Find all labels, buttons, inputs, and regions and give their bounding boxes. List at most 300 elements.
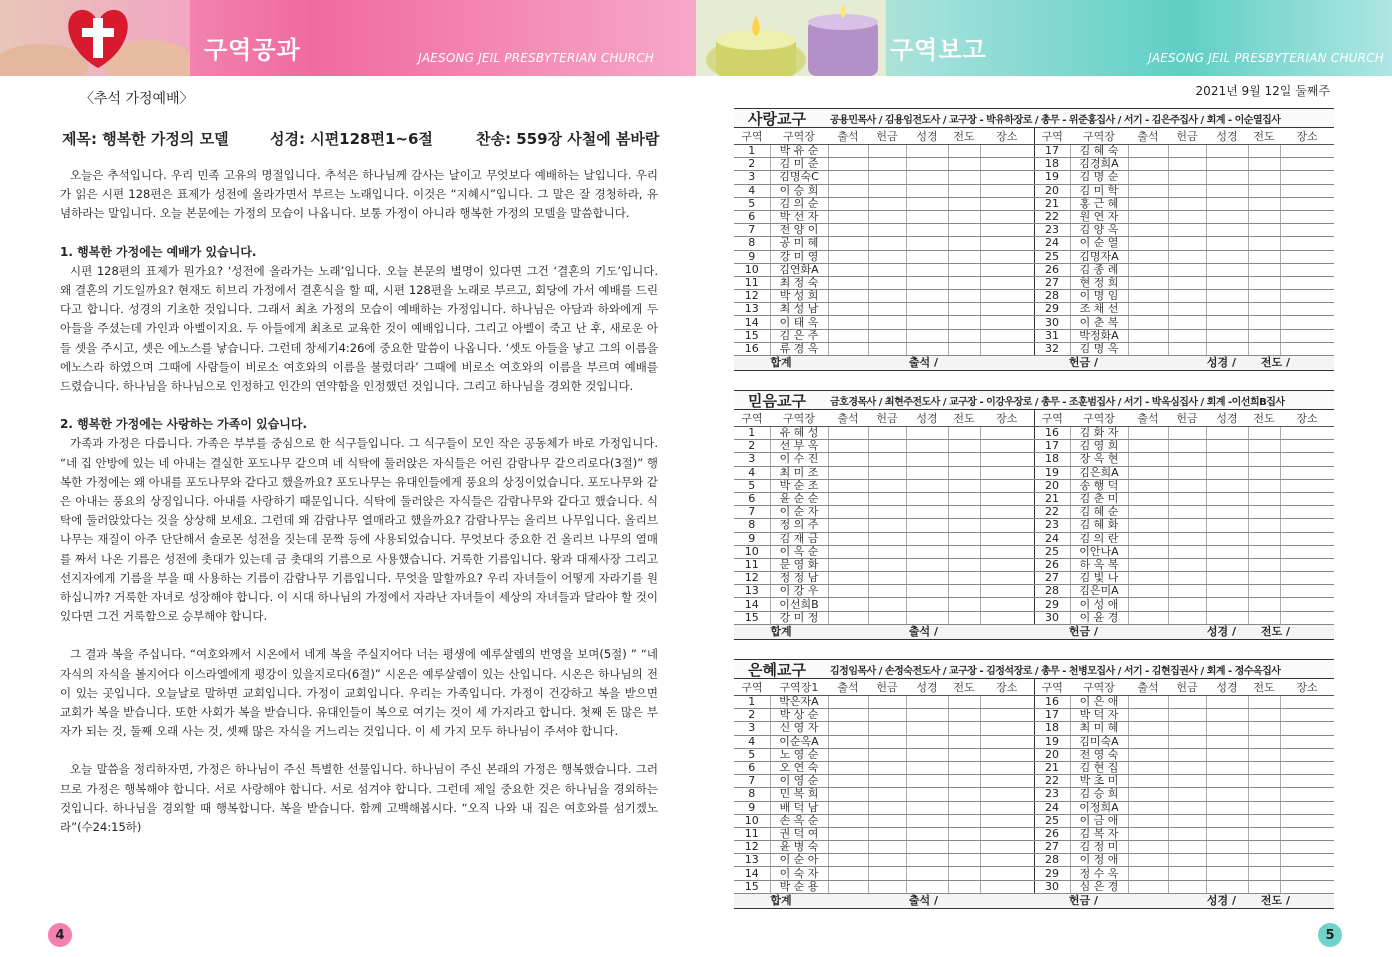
entry-cell[interactable] xyxy=(1168,427,1206,440)
entry-cell[interactable] xyxy=(948,775,980,788)
entry-cell[interactable] xyxy=(906,788,948,801)
entry-cell[interactable] xyxy=(828,709,868,722)
entry-cell[interactable] xyxy=(948,788,980,801)
entry-cell[interactable] xyxy=(906,558,948,571)
entry-cell[interactable] xyxy=(1280,880,1334,893)
entry-cell[interactable] xyxy=(828,479,868,492)
entry-cell[interactable] xyxy=(980,440,1034,453)
entry-cell[interactable] xyxy=(1168,532,1206,545)
entry-cell[interactable] xyxy=(828,303,868,316)
entry-cell[interactable] xyxy=(1248,224,1280,237)
entry-cell[interactable] xyxy=(1206,210,1248,223)
entry-cell[interactable] xyxy=(828,290,868,303)
entry-cell[interactable] xyxy=(1168,224,1206,237)
entry-cell[interactable] xyxy=(1280,197,1334,210)
entry-cell[interactable] xyxy=(868,854,906,867)
entry-cell[interactable] xyxy=(1280,224,1334,237)
entry-cell[interactable] xyxy=(1206,342,1248,355)
entry-cell[interactable] xyxy=(868,880,906,893)
entry-cell[interactable] xyxy=(1248,329,1280,342)
entry-cell[interactable] xyxy=(1168,841,1206,854)
entry-cell[interactable] xyxy=(1280,210,1334,223)
entry-cell[interactable] xyxy=(828,158,868,171)
entry-cell[interactable] xyxy=(1248,735,1280,748)
entry-cell[interactable] xyxy=(948,466,980,479)
entry-cell[interactable] xyxy=(1128,492,1168,505)
entry-cell[interactable] xyxy=(1168,210,1206,223)
entry-cell[interactable] xyxy=(948,329,980,342)
entry-cell[interactable] xyxy=(906,427,948,440)
entry-cell[interactable] xyxy=(1280,735,1334,748)
entry-cell[interactable] xyxy=(1206,585,1248,598)
entry-cell[interactable] xyxy=(906,722,948,735)
entry-cell[interactable] xyxy=(868,506,906,519)
entry-cell[interactable] xyxy=(828,854,868,867)
entry-cell[interactable] xyxy=(1206,197,1248,210)
entry-cell[interactable] xyxy=(906,197,948,210)
entry-cell[interactable] xyxy=(906,827,948,840)
entry-cell[interactable] xyxy=(828,761,868,774)
entry-cell[interactable] xyxy=(868,722,906,735)
entry-cell[interactable] xyxy=(948,558,980,571)
entry-cell[interactable] xyxy=(1248,453,1280,466)
entry-cell[interactable] xyxy=(1128,814,1168,827)
entry-cell[interactable] xyxy=(1280,158,1334,171)
entry-cell[interactable] xyxy=(1168,237,1206,250)
entry-cell[interactable] xyxy=(1280,854,1334,867)
entry-cell[interactable] xyxy=(1128,611,1168,624)
entry-cell[interactable] xyxy=(1128,453,1168,466)
entry-cell[interactable] xyxy=(1248,303,1280,316)
entry-cell[interactable] xyxy=(828,880,868,893)
entry-cell[interactable] xyxy=(1128,558,1168,571)
entry-cell[interactable] xyxy=(1128,532,1168,545)
entry-cell[interactable] xyxy=(868,427,906,440)
entry-cell[interactable] xyxy=(1280,263,1334,276)
entry-cell[interactable] xyxy=(906,880,948,893)
entry-cell[interactable] xyxy=(1206,427,1248,440)
entry-cell[interactable] xyxy=(828,427,868,440)
entry-cell[interactable] xyxy=(1248,342,1280,355)
entry-cell[interactable] xyxy=(1168,854,1206,867)
entry-cell[interactable] xyxy=(906,775,948,788)
entry-cell[interactable] xyxy=(980,303,1034,316)
entry-cell[interactable] xyxy=(868,696,906,709)
entry-cell[interactable] xyxy=(948,263,980,276)
entry-cell[interactable] xyxy=(1248,598,1280,611)
entry-cell[interactable] xyxy=(906,171,948,184)
entry-cell[interactable] xyxy=(948,210,980,223)
entry-cell[interactable] xyxy=(868,748,906,761)
entry-cell[interactable] xyxy=(948,585,980,598)
entry-cell[interactable] xyxy=(980,761,1034,774)
entry-cell[interactable] xyxy=(980,158,1034,171)
entry-cell[interactable] xyxy=(1280,237,1334,250)
entry-cell[interactable] xyxy=(906,237,948,250)
entry-cell[interactable] xyxy=(1280,696,1334,709)
entry-cell[interactable] xyxy=(980,506,1034,519)
entry-cell[interactable] xyxy=(1206,316,1248,329)
entry-cell[interactable] xyxy=(1128,276,1168,289)
entry-cell[interactable] xyxy=(1280,492,1334,505)
entry-cell[interactable] xyxy=(906,801,948,814)
entry-cell[interactable] xyxy=(1206,440,1248,453)
entry-cell[interactable] xyxy=(948,224,980,237)
entry-cell[interactable] xyxy=(1168,276,1206,289)
entry-cell[interactable] xyxy=(948,440,980,453)
entry-cell[interactable] xyxy=(1206,722,1248,735)
entry-cell[interactable] xyxy=(828,342,868,355)
entry-cell[interactable] xyxy=(906,158,948,171)
entry-cell[interactable] xyxy=(948,841,980,854)
entry-cell[interactable] xyxy=(1248,290,1280,303)
entry-cell[interactable] xyxy=(868,572,906,585)
entry-cell[interactable] xyxy=(906,814,948,827)
entry-cell[interactable] xyxy=(980,801,1034,814)
entry-cell[interactable] xyxy=(1168,184,1206,197)
entry-cell[interactable] xyxy=(868,145,906,158)
entry-cell[interactable] xyxy=(948,761,980,774)
entry-cell[interactable] xyxy=(1168,519,1206,532)
entry-cell[interactable] xyxy=(1248,197,1280,210)
entry-cell[interactable] xyxy=(906,145,948,158)
entry-cell[interactable] xyxy=(1248,210,1280,223)
entry-cell[interactable] xyxy=(1248,440,1280,453)
entry-cell[interactable] xyxy=(1280,867,1334,880)
entry-cell[interactable] xyxy=(1168,158,1206,171)
entry-cell[interactable] xyxy=(980,224,1034,237)
entry-cell[interactable] xyxy=(948,492,980,505)
entry-cell[interactable] xyxy=(1280,342,1334,355)
entry-cell[interactable] xyxy=(868,237,906,250)
entry-cell[interactable] xyxy=(868,611,906,624)
entry-cell[interactable] xyxy=(868,329,906,342)
entry-cell[interactable] xyxy=(980,545,1034,558)
entry-cell[interactable] xyxy=(1280,775,1334,788)
entry-cell[interactable] xyxy=(1248,263,1280,276)
entry-cell[interactable] xyxy=(948,709,980,722)
entry-cell[interactable] xyxy=(828,237,868,250)
entry-cell[interactable] xyxy=(1280,532,1334,545)
entry-cell[interactable] xyxy=(1128,801,1168,814)
entry-cell[interactable] xyxy=(828,611,868,624)
entry-cell[interactable] xyxy=(1168,506,1206,519)
entry-cell[interactable] xyxy=(828,145,868,158)
entry-cell[interactable] xyxy=(1128,197,1168,210)
entry-cell[interactable] xyxy=(980,171,1034,184)
entry-cell[interactable] xyxy=(1248,696,1280,709)
entry-cell[interactable] xyxy=(906,545,948,558)
entry-cell[interactable] xyxy=(1168,558,1206,571)
entry-cell[interactable] xyxy=(906,854,948,867)
entry-cell[interactable] xyxy=(1206,735,1248,748)
entry-cell[interactable] xyxy=(1206,453,1248,466)
entry-cell[interactable] xyxy=(980,466,1034,479)
entry-cell[interactable] xyxy=(980,316,1034,329)
entry-cell[interactable] xyxy=(1206,237,1248,250)
entry-cell[interactable] xyxy=(1248,775,1280,788)
entry-cell[interactable] xyxy=(1248,492,1280,505)
entry-cell[interactable] xyxy=(948,611,980,624)
entry-cell[interactable] xyxy=(868,440,906,453)
entry-cell[interactable] xyxy=(906,735,948,748)
entry-cell[interactable] xyxy=(1168,303,1206,316)
entry-cell[interactable] xyxy=(1168,250,1206,263)
entry-cell[interactable] xyxy=(1168,329,1206,342)
entry-cell[interactable] xyxy=(1168,479,1206,492)
entry-cell[interactable] xyxy=(1128,788,1168,801)
entry-cell[interactable] xyxy=(1280,598,1334,611)
entry-cell[interactable] xyxy=(906,342,948,355)
entry-cell[interactable] xyxy=(1280,572,1334,585)
entry-cell[interactable] xyxy=(1168,440,1206,453)
entry-cell[interactable] xyxy=(948,814,980,827)
entry-cell[interactable] xyxy=(1128,761,1168,774)
entry-cell[interactable] xyxy=(1128,440,1168,453)
entry-cell[interactable] xyxy=(1280,506,1334,519)
entry-cell[interactable] xyxy=(1206,854,1248,867)
entry-cell[interactable] xyxy=(906,276,948,289)
entry-cell[interactable] xyxy=(948,696,980,709)
entry-cell[interactable] xyxy=(828,532,868,545)
entry-cell[interactable] xyxy=(1280,611,1334,624)
entry-cell[interactable] xyxy=(1206,775,1248,788)
entry-cell[interactable] xyxy=(828,276,868,289)
entry-cell[interactable] xyxy=(1280,184,1334,197)
entry-cell[interactable] xyxy=(906,263,948,276)
entry-cell[interactable] xyxy=(948,854,980,867)
entry-cell[interactable] xyxy=(1206,290,1248,303)
entry-cell[interactable] xyxy=(1206,519,1248,532)
entry-cell[interactable] xyxy=(980,329,1034,342)
entry-cell[interactable] xyxy=(1168,342,1206,355)
entry-cell[interactable] xyxy=(1168,197,1206,210)
entry-cell[interactable] xyxy=(1128,342,1168,355)
entry-cell[interactable] xyxy=(1206,558,1248,571)
entry-cell[interactable] xyxy=(1206,696,1248,709)
entry-cell[interactable] xyxy=(980,197,1034,210)
entry-cell[interactable] xyxy=(1128,171,1168,184)
entry-cell[interactable] xyxy=(1206,598,1248,611)
entry-cell[interactable] xyxy=(1128,722,1168,735)
entry-cell[interactable] xyxy=(1206,761,1248,774)
entry-cell[interactable] xyxy=(1280,329,1334,342)
entry-cell[interactable] xyxy=(1248,158,1280,171)
entry-cell[interactable] xyxy=(868,184,906,197)
entry-cell[interactable] xyxy=(948,342,980,355)
entry-cell[interactable] xyxy=(948,801,980,814)
entry-cell[interactable] xyxy=(1128,572,1168,585)
entry-cell[interactable] xyxy=(1206,329,1248,342)
entry-cell[interactable] xyxy=(1248,558,1280,571)
entry-cell[interactable] xyxy=(906,316,948,329)
entry-cell[interactable] xyxy=(1128,506,1168,519)
entry-cell[interactable] xyxy=(948,880,980,893)
entry-cell[interactable] xyxy=(1206,466,1248,479)
entry-cell[interactable] xyxy=(980,788,1034,801)
entry-cell[interactable] xyxy=(828,171,868,184)
entry-cell[interactable] xyxy=(1168,316,1206,329)
entry-cell[interactable] xyxy=(1248,572,1280,585)
entry-cell[interactable] xyxy=(980,237,1034,250)
entry-cell[interactable] xyxy=(1248,427,1280,440)
entry-cell[interactable] xyxy=(980,263,1034,276)
entry-cell[interactable] xyxy=(868,158,906,171)
entry-cell[interactable] xyxy=(1280,585,1334,598)
entry-cell[interactable] xyxy=(1168,585,1206,598)
entry-cell[interactable] xyxy=(1248,854,1280,867)
entry-cell[interactable] xyxy=(868,841,906,854)
entry-cell[interactable] xyxy=(980,709,1034,722)
entry-cell[interactable] xyxy=(1168,761,1206,774)
entry-cell[interactable] xyxy=(868,775,906,788)
entry-cell[interactable] xyxy=(1280,558,1334,571)
entry-cell[interactable] xyxy=(948,532,980,545)
entry-cell[interactable] xyxy=(828,696,868,709)
entry-cell[interactable] xyxy=(980,735,1034,748)
entry-cell[interactable] xyxy=(828,440,868,453)
entry-cell[interactable] xyxy=(868,788,906,801)
entry-cell[interactable] xyxy=(948,453,980,466)
entry-cell[interactable] xyxy=(948,748,980,761)
entry-cell[interactable] xyxy=(828,263,868,276)
entry-cell[interactable] xyxy=(948,479,980,492)
entry-cell[interactable] xyxy=(828,722,868,735)
entry-cell[interactable] xyxy=(1248,171,1280,184)
entry-cell[interactable] xyxy=(980,748,1034,761)
entry-cell[interactable] xyxy=(868,598,906,611)
entry-cell[interactable] xyxy=(1128,263,1168,276)
entry-cell[interactable] xyxy=(868,709,906,722)
entry-cell[interactable] xyxy=(1206,224,1248,237)
entry-cell[interactable] xyxy=(948,250,980,263)
entry-cell[interactable] xyxy=(906,440,948,453)
entry-cell[interactable] xyxy=(948,316,980,329)
entry-cell[interactable] xyxy=(980,145,1034,158)
entry-cell[interactable] xyxy=(980,696,1034,709)
entry-cell[interactable] xyxy=(1248,761,1280,774)
entry-cell[interactable] xyxy=(868,814,906,827)
entry-cell[interactable] xyxy=(1128,210,1168,223)
entry-cell[interactable] xyxy=(1248,316,1280,329)
entry-cell[interactable] xyxy=(906,466,948,479)
entry-cell[interactable] xyxy=(1248,145,1280,158)
entry-cell[interactable] xyxy=(1128,184,1168,197)
entry-cell[interactable] xyxy=(828,801,868,814)
entry-cell[interactable] xyxy=(906,519,948,532)
entry-cell[interactable] xyxy=(868,867,906,880)
entry-cell[interactable] xyxy=(1128,145,1168,158)
entry-cell[interactable] xyxy=(948,158,980,171)
entry-cell[interactable] xyxy=(1168,801,1206,814)
entry-cell[interactable] xyxy=(868,545,906,558)
entry-cell[interactable] xyxy=(1128,237,1168,250)
entry-cell[interactable] xyxy=(906,290,948,303)
entry-cell[interactable] xyxy=(1280,788,1334,801)
entry-cell[interactable] xyxy=(980,519,1034,532)
entry-cell[interactable] xyxy=(980,532,1034,545)
entry-cell[interactable] xyxy=(1128,466,1168,479)
entry-cell[interactable] xyxy=(906,479,948,492)
entry-cell[interactable] xyxy=(980,775,1034,788)
entry-cell[interactable] xyxy=(1128,585,1168,598)
entry-cell[interactable] xyxy=(868,466,906,479)
entry-cell[interactable] xyxy=(948,545,980,558)
entry-cell[interactable] xyxy=(1206,506,1248,519)
entry-cell[interactable] xyxy=(828,210,868,223)
entry-cell[interactable] xyxy=(1168,492,1206,505)
entry-cell[interactable] xyxy=(828,598,868,611)
entry-cell[interactable] xyxy=(1168,880,1206,893)
entry-cell[interactable] xyxy=(1248,250,1280,263)
entry-cell[interactable] xyxy=(1206,479,1248,492)
entry-cell[interactable] xyxy=(1248,184,1280,197)
entry-cell[interactable] xyxy=(906,709,948,722)
entry-cell[interactable] xyxy=(1248,880,1280,893)
entry-cell[interactable] xyxy=(980,250,1034,263)
entry-cell[interactable] xyxy=(980,479,1034,492)
entry-cell[interactable] xyxy=(1128,709,1168,722)
entry-cell[interactable] xyxy=(828,572,868,585)
entry-cell[interactable] xyxy=(906,611,948,624)
entry-cell[interactable] xyxy=(1168,827,1206,840)
entry-cell[interactable] xyxy=(828,735,868,748)
entry-cell[interactable] xyxy=(906,841,948,854)
entry-cell[interactable] xyxy=(828,329,868,342)
entry-cell[interactable] xyxy=(948,171,980,184)
entry-cell[interactable] xyxy=(868,342,906,355)
entry-cell[interactable] xyxy=(1248,479,1280,492)
entry-cell[interactable] xyxy=(1280,722,1334,735)
entry-cell[interactable] xyxy=(1280,276,1334,289)
entry-cell[interactable] xyxy=(828,827,868,840)
entry-cell[interactable] xyxy=(1248,814,1280,827)
entry-cell[interactable] xyxy=(868,801,906,814)
entry-cell[interactable] xyxy=(948,427,980,440)
entry-cell[interactable] xyxy=(868,250,906,263)
entry-cell[interactable] xyxy=(1206,545,1248,558)
entry-cell[interactable] xyxy=(868,558,906,571)
entry-cell[interactable] xyxy=(1128,827,1168,840)
entry-cell[interactable] xyxy=(1280,814,1334,827)
entry-cell[interactable] xyxy=(1280,145,1334,158)
entry-cell[interactable] xyxy=(868,224,906,237)
entry-cell[interactable] xyxy=(828,453,868,466)
entry-cell[interactable] xyxy=(868,263,906,276)
entry-cell[interactable] xyxy=(1206,841,1248,854)
entry-cell[interactable] xyxy=(906,224,948,237)
entry-cell[interactable] xyxy=(1248,506,1280,519)
entry-cell[interactable] xyxy=(1168,867,1206,880)
entry-cell[interactable] xyxy=(980,290,1034,303)
entry-cell[interactable] xyxy=(906,696,948,709)
entry-cell[interactable] xyxy=(1248,748,1280,761)
entry-cell[interactable] xyxy=(906,250,948,263)
entry-cell[interactable] xyxy=(980,867,1034,880)
entry-cell[interactable] xyxy=(1168,572,1206,585)
entry-cell[interactable] xyxy=(1280,827,1334,840)
entry-cell[interactable] xyxy=(980,453,1034,466)
entry-cell[interactable] xyxy=(868,171,906,184)
entry-cell[interactable] xyxy=(1280,440,1334,453)
entry-cell[interactable] xyxy=(828,506,868,519)
entry-cell[interactable] xyxy=(980,827,1034,840)
entry-cell[interactable] xyxy=(868,290,906,303)
entry-cell[interactable] xyxy=(1206,303,1248,316)
entry-cell[interactable] xyxy=(906,453,948,466)
entry-cell[interactable] xyxy=(1206,748,1248,761)
entry-cell[interactable] xyxy=(1128,854,1168,867)
